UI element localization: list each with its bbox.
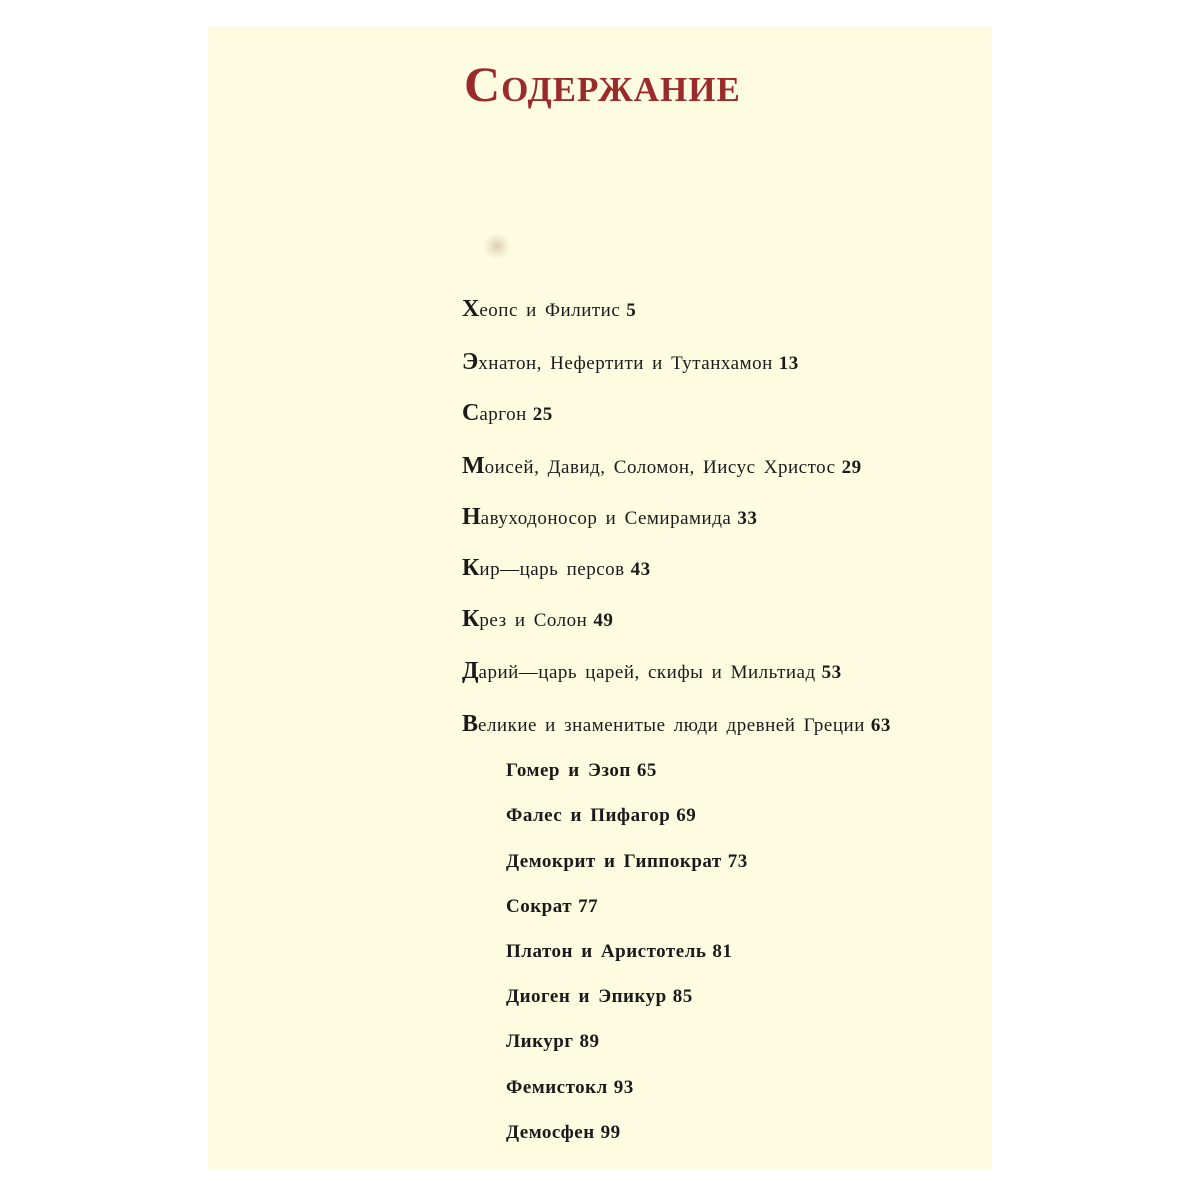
subentry-page-number: 93 [613, 1077, 634, 1098]
entry-initial: К [462, 606, 480, 632]
entry-page-number: 13 [778, 353, 799, 374]
subentry-page-number: 77 [578, 896, 599, 917]
entry-title: арий—царь царей, скифы и Мильтиад [478, 662, 816, 683]
entry-initial: Д [462, 658, 479, 684]
toc-subentry [506, 805, 696, 827]
entry-title: авуходоносор и Семирамида [480, 508, 732, 529]
toc-subentry [506, 941, 732, 963]
toc-entry [462, 349, 799, 376]
subentry-title: Фемистокл [506, 1077, 608, 1098]
subentry-page-number: 69 [676, 805, 697, 826]
toc-subentry [506, 1077, 634, 1099]
subentry-page-number: 99 [600, 1122, 621, 1143]
subentry-page-number: 81 [712, 941, 733, 962]
entry-title: хнатон, Нефертити и Тутанхамон [478, 353, 773, 374]
entry-page-number: 53 [821, 662, 842, 683]
toc-entry [462, 296, 636, 323]
entry-page-number: 29 [841, 457, 862, 478]
subentry-title: Платон и Аристотель [506, 941, 707, 962]
toc-entry [462, 658, 842, 685]
entry-title: еопс и Филитис [479, 300, 621, 321]
toc-entry [462, 711, 891, 738]
subentry-title: Демосфен [506, 1122, 595, 1143]
entry-initial: С [462, 400, 480, 426]
subentry-title: Гомер и Эзоп [506, 760, 631, 781]
subentry-title: Фалес и Пифагор [506, 805, 671, 826]
entry-page-number: 25 [532, 404, 553, 425]
entry-initial: Э [462, 349, 479, 375]
subentry-title: Ликург [506, 1031, 574, 1052]
entry-page-number: 49 [593, 610, 614, 631]
toc-subentry [506, 1031, 599, 1053]
page-title: Содержание [464, 56, 741, 112]
toc-subentry [506, 896, 598, 918]
subentry-page-number: 73 [727, 851, 748, 872]
subentry-title: Диоген и Эпикур [506, 986, 667, 1007]
entry-title: оисей, Давид, Соломон, Иисус Христос [484, 457, 836, 478]
toc-entry [462, 400, 553, 427]
subentry-page-number: 85 [672, 986, 693, 1007]
toc-subentry [506, 760, 657, 782]
subentry-title: Сократ [506, 896, 573, 917]
subentry-title: Демокрит и Гиппократ [506, 851, 722, 872]
entry-initial: Н [462, 504, 481, 530]
entry-title: аргон [479, 404, 527, 425]
entry-page-number: 5 [626, 300, 637, 321]
subentry-page-number: 65 [636, 760, 657, 781]
entry-page-number: 63 [870, 715, 891, 736]
entry-initial: В [462, 711, 479, 737]
book-page [208, 27, 992, 1169]
toc-subentry [506, 851, 748, 873]
entry-initial: Х [462, 296, 480, 322]
entry-title: еликие и знаменитые люди древней Греции [478, 715, 865, 736]
subentry-page-number: 89 [579, 1031, 600, 1052]
table-of-contents [208, 27, 992, 1169]
entry-title: ир—царь персов [479, 559, 625, 580]
toc-entry [462, 504, 757, 531]
entry-initial: М [462, 453, 485, 479]
entry-page-number: 33 [737, 508, 758, 529]
entry-page-number: 43 [630, 559, 651, 580]
toc-subentry [506, 1122, 621, 1144]
toc-entry [462, 606, 613, 633]
toc-entry [462, 555, 651, 582]
entry-initial: К [462, 555, 480, 581]
toc-entry [462, 453, 862, 480]
toc-subentry [506, 986, 693, 1008]
entry-title: рез и Солон [479, 610, 588, 631]
